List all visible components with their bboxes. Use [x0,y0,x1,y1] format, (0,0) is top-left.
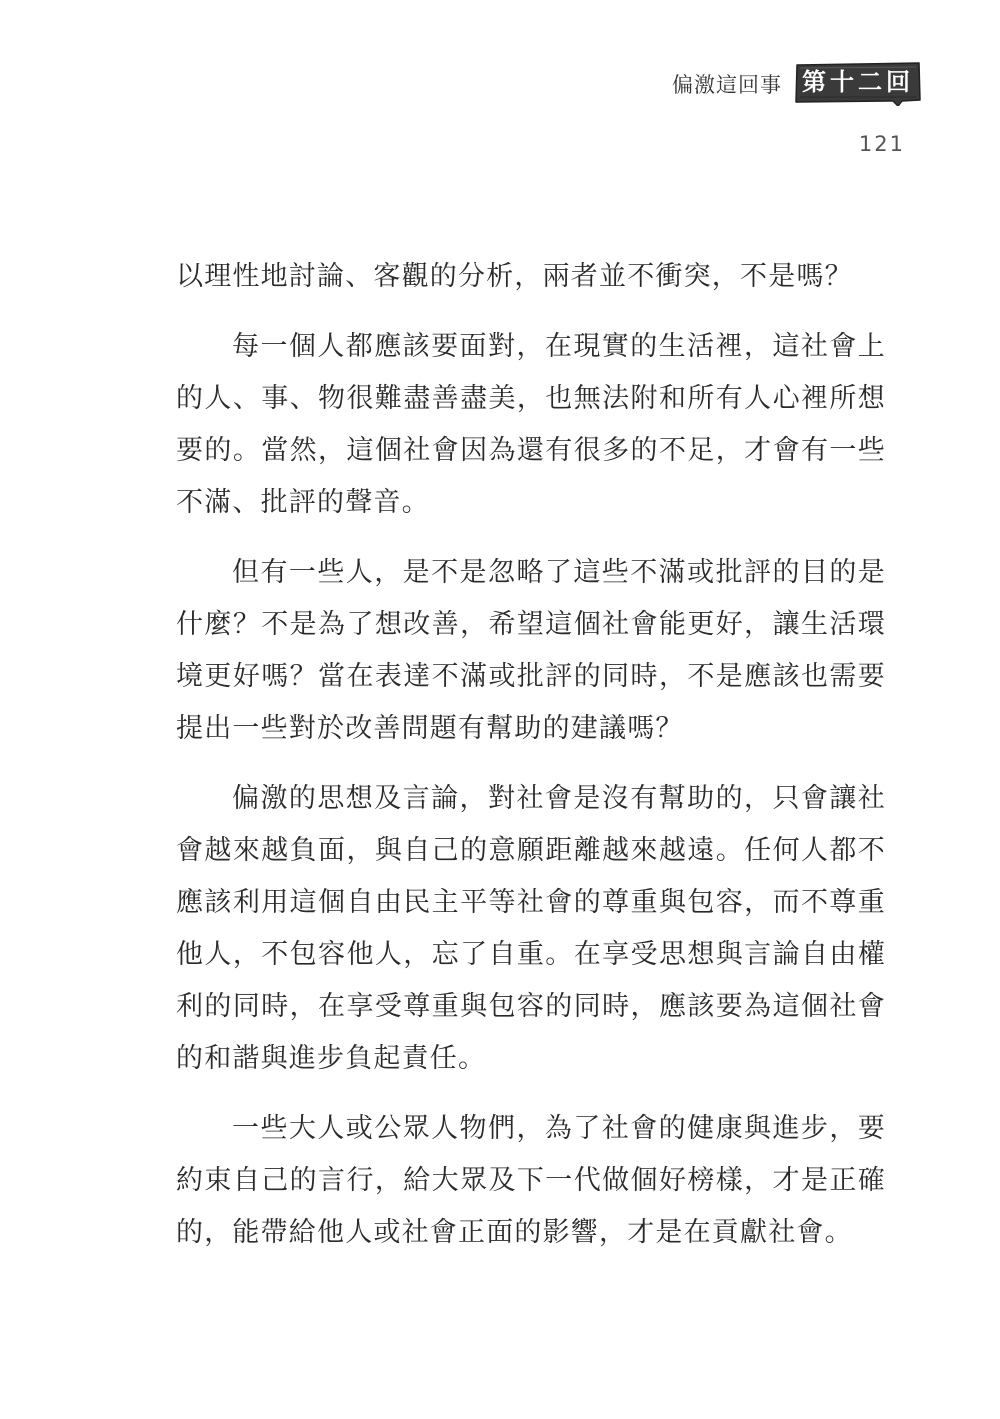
paragraph-1: 以理性地討論、客觀的分析，兩者並不衝突，不是嗎？ [176,261,853,292]
body-text [176,251,886,1277]
chapter-label: 第十二回 [802,68,914,96]
paragraph-5: 一些大人或公眾人物們，為了社會的健康與進步，要約束自己的言行，給大眾及下一代做個好榜樣，才是正確的，能帶給他人或社會正面的影響，才是在貢獻社會。 [176,1113,886,1248]
chapter-tab [794,62,922,106]
paragraph-2: 每一個人都應該要面對，在現實的生活裡，這社會上的人、事、物很難盡善盡美，也無法附和所有人心裡所想要的。當然，這個社會因為還有很多的不足，才會有一些不滿、批評的聲音。 [176,331,886,518]
running-title: 偏激這回事 [672,73,782,97]
page-number: 121 [858,132,905,156]
running-header [672,62,922,106]
paragraph-3: 但有一些人，是不是忽略了這些不滿或批評的目的是什麼？不是為了想改善，希望這個社會能更好，讓生活環境更好嗎？當在表達不滿或批評的同時，不是應該也需要提出一些對於改善問題有幫助的建議嗎？ [176,557,886,744]
paragraph-4: 偏激的思想及言論，對社會是沒有幫助的，只會讓社會越來越負面，與自己的意願距離越來越遠。任何人都不應該利用這個自由民主平等社會的尊重與包容，而不尊重他人，不包容他人，忘了自重。在享受思想與言論自由權利的同時，在享受尊重與包容的同時，應該要為這個社會的和諧與進步負起責任。 [176,783,886,1074]
